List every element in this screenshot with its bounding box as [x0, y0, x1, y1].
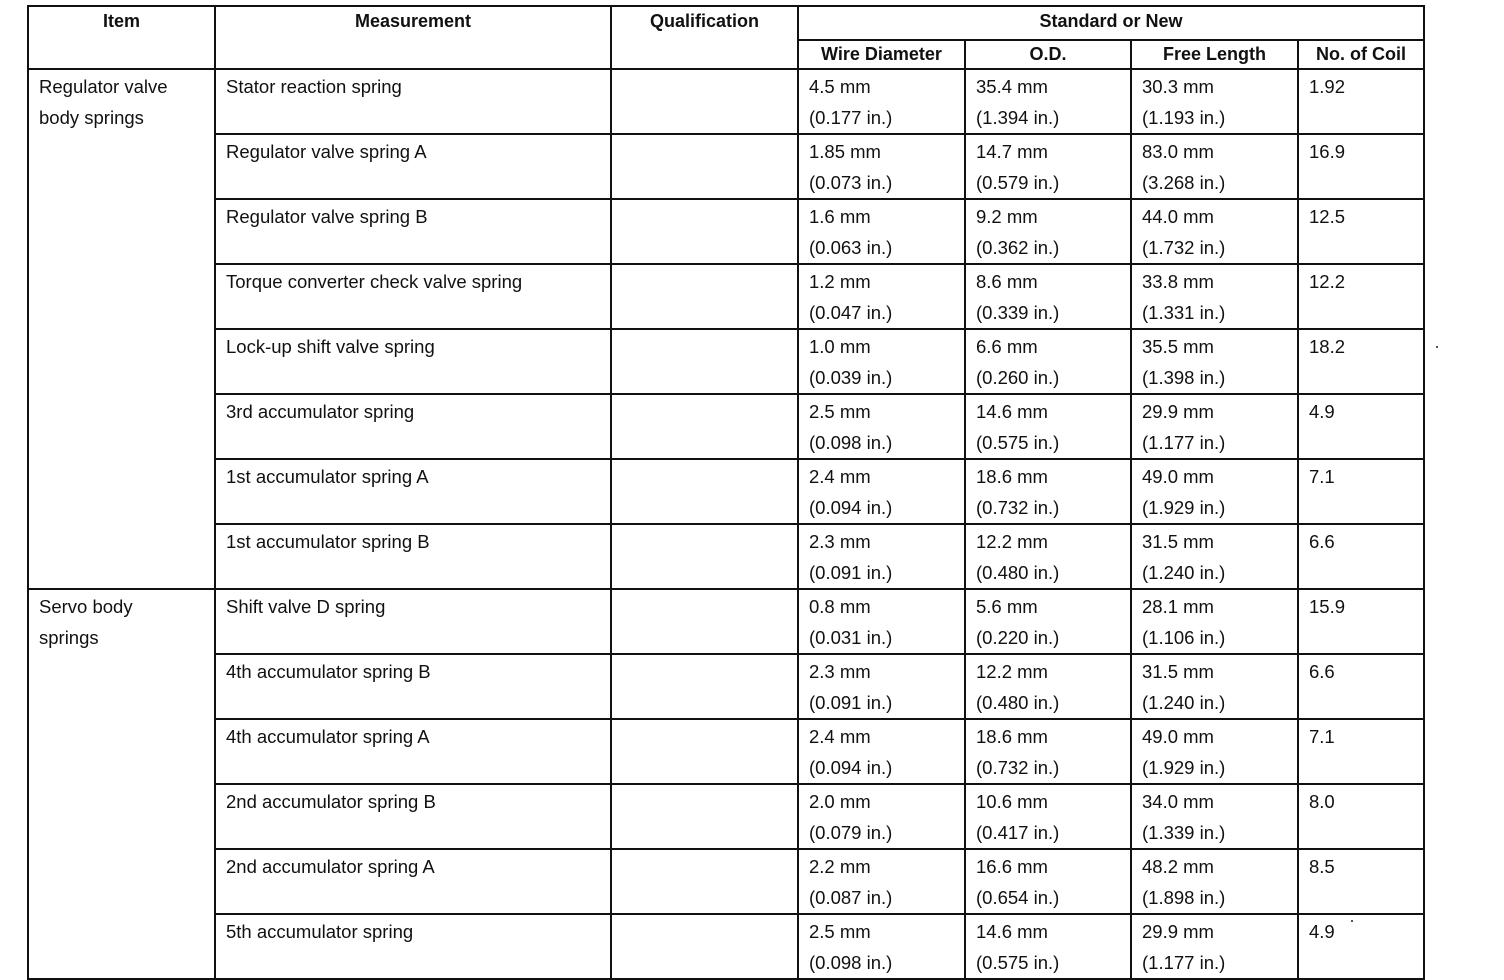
value-inch: (0.098 in.) [809, 432, 893, 453]
wire-diameter-cell [798, 264, 965, 329]
qualification-cell [611, 914, 798, 979]
free-length-cell [1131, 459, 1298, 524]
value-mm: 31.5 mm [1142, 531, 1214, 552]
value-mm: 1.85 mm [809, 141, 881, 162]
value-mm: 35.5 mm [1142, 336, 1214, 357]
qualification-cell [611, 329, 798, 394]
wire-diameter-cell [798, 134, 965, 199]
value-mm: 2.5 mm [809, 921, 871, 942]
measurement-label: Stator reaction spring [226, 76, 402, 97]
value-inch: (0.039 in.) [809, 367, 893, 388]
od-cell [965, 914, 1131, 979]
measurement-label: Lock-up shift valve spring [226, 336, 435, 357]
value-mm: 49.0 mm [1142, 726, 1214, 747]
coil-count: 4.9 [1309, 921, 1335, 942]
coil-count-cell [1298, 264, 1424, 329]
coil-count-cell [1298, 459, 1424, 524]
coil-count: 12.2 [1309, 271, 1346, 292]
value-inch: (0.480 in.) [976, 692, 1060, 713]
coil-count-cell [1298, 394, 1424, 459]
item-cell [28, 589, 215, 979]
measurement-cell [215, 784, 611, 849]
coil-count-cell [1298, 719, 1424, 784]
wire-diameter-cell [798, 394, 965, 459]
wire-diameter-cell [798, 69, 965, 134]
value-inch: (0.732 in.) [976, 757, 1060, 778]
value-inch: (0.098 in.) [809, 952, 893, 973]
qualification-cell [611, 589, 798, 654]
free-length-cell [1131, 134, 1298, 199]
qualification-cell [611, 524, 798, 589]
qualification-cell [611, 134, 798, 199]
value-mm: 10.6 mm [976, 791, 1048, 812]
value-inch: (0.480 in.) [976, 562, 1060, 583]
measurement-cell [215, 524, 611, 589]
free-length-cell [1131, 524, 1298, 589]
item-label-line: body springs [39, 107, 144, 128]
free-length-cell [1131, 264, 1298, 329]
value-mm: 8.6 mm [976, 271, 1038, 292]
value-mm: 1.6 mm [809, 206, 871, 227]
measurement-label: Shift valve D spring [226, 596, 386, 617]
value-mm: 4.5 mm [809, 76, 871, 97]
scan-speck [1436, 346, 1438, 348]
value-mm: 12.2 mm [976, 661, 1048, 682]
qualification-cell [611, 264, 798, 329]
value-inch: (0.091 in.) [809, 562, 893, 583]
od-cell [965, 134, 1131, 199]
wire-diameter-cell [798, 784, 965, 849]
free-length-cell [1131, 394, 1298, 459]
measurement-cell [215, 69, 611, 134]
coil-count: 18.2 [1309, 336, 1346, 357]
value-mm: 2.4 mm [809, 466, 871, 487]
measurement-cell [215, 654, 611, 719]
measurement-cell [215, 329, 611, 394]
value-mm: 14.6 mm [976, 921, 1048, 942]
value-inch: (1.177 in.) [1142, 432, 1226, 453]
table-row [28, 589, 1424, 654]
header-od: O.D. [965, 40, 1131, 69]
od-cell [965, 784, 1131, 849]
value-inch: (0.732 in.) [976, 497, 1060, 518]
item-cell [28, 69, 215, 589]
table-row [28, 784, 1424, 849]
measurement-label: 4th accumulator spring B [226, 661, 431, 682]
header-qualification: Qualification [611, 6, 798, 69]
value-mm: 48.2 mm [1142, 856, 1214, 877]
value-mm: 18.6 mm [976, 726, 1048, 747]
free-length-cell [1131, 849, 1298, 914]
table-row [28, 329, 1424, 394]
value-mm: 30.3 mm [1142, 76, 1214, 97]
od-cell [965, 199, 1131, 264]
value-inch: (1.898 in.) [1142, 887, 1226, 908]
table-body [28, 69, 1424, 979]
od-cell [965, 459, 1131, 524]
value-mm: 29.9 mm [1142, 401, 1214, 422]
item-label-line: Regulator valve [39, 76, 168, 97]
measurement-cell [215, 199, 611, 264]
value-inch: (0.575 in.) [976, 952, 1060, 973]
measurement-cell [215, 849, 611, 914]
value-inch: (1.106 in.) [1142, 627, 1226, 648]
spring-spec-table [27, 5, 1425, 980]
qualification-cell [611, 719, 798, 784]
value-inch: (0.087 in.) [809, 887, 893, 908]
value-inch: (3.268 in.) [1142, 172, 1226, 193]
wire-diameter-cell [798, 654, 965, 719]
table-row [28, 914, 1424, 979]
value-inch: (0.220 in.) [976, 627, 1060, 648]
value-mm: 44.0 mm [1142, 206, 1214, 227]
coil-count-cell [1298, 849, 1424, 914]
coil-count-cell [1298, 654, 1424, 719]
table-row [28, 199, 1424, 264]
coil-count-cell [1298, 589, 1424, 654]
value-inch: (0.654 in.) [976, 887, 1060, 908]
value-mm: 16.6 mm [976, 856, 1048, 877]
coil-count-cell [1298, 524, 1424, 589]
value-mm: 2.4 mm [809, 726, 871, 747]
wire-diameter-cell [798, 914, 965, 979]
value-inch: (0.047 in.) [809, 302, 893, 323]
od-cell [965, 264, 1131, 329]
coil-count: 8.5 [1309, 856, 1335, 877]
value-inch: (1.929 in.) [1142, 757, 1226, 778]
coil-count-cell [1298, 329, 1424, 394]
measurement-label: 3rd accumulator spring [226, 401, 415, 422]
qualification-cell [611, 654, 798, 719]
free-length-cell [1131, 719, 1298, 784]
value-mm: 49.0 mm [1142, 466, 1214, 487]
value-mm: 2.3 mm [809, 661, 871, 682]
measurement-label: 2nd accumulator spring B [226, 791, 436, 812]
table-row [28, 264, 1424, 329]
measurement-label: Regulator valve spring B [226, 206, 428, 227]
coil-count: 1.92 [1309, 76, 1346, 97]
value-mm: 14.6 mm [976, 401, 1048, 422]
value-inch: (0.079 in.) [809, 822, 893, 843]
measurement-label: Torque converter check valve spring [226, 271, 523, 292]
od-cell [965, 654, 1131, 719]
coil-count-cell [1298, 914, 1424, 979]
free-length-cell [1131, 329, 1298, 394]
value-mm: 5.6 mm [976, 596, 1038, 617]
header-no-of-coil: No. of Coil [1298, 40, 1424, 69]
value-mm: 1.0 mm [809, 336, 871, 357]
table-row [28, 849, 1424, 914]
coil-count-cell [1298, 134, 1424, 199]
coil-count: 7.1 [1309, 726, 1335, 747]
measurement-cell [215, 719, 611, 784]
qualification-cell [611, 199, 798, 264]
header-item: Item [28, 6, 215, 69]
header-wire-diameter: Wire Diameter [798, 40, 965, 69]
value-inch: (0.091 in.) [809, 692, 893, 713]
value-inch: (0.260 in.) [976, 367, 1060, 388]
measurement-cell [215, 134, 611, 199]
value-inch: (1.240 in.) [1142, 692, 1226, 713]
table-row [28, 459, 1424, 524]
value-mm: 35.4 mm [976, 76, 1048, 97]
od-cell [965, 849, 1131, 914]
value-inch: (1.240 in.) [1142, 562, 1226, 583]
od-cell [965, 394, 1131, 459]
value-inch: (0.339 in.) [976, 302, 1060, 323]
value-inch: (1.339 in.) [1142, 822, 1226, 843]
value-inch: (0.362 in.) [976, 237, 1060, 258]
value-mm: 9.2 mm [976, 206, 1038, 227]
table-row [28, 134, 1424, 199]
header-measurement: Measurement [215, 6, 611, 69]
table-header [28, 6, 1424, 69]
free-length-cell [1131, 784, 1298, 849]
measurement-label: Regulator valve spring A [226, 141, 427, 162]
header-standard-or-new: Standard or New [798, 6, 1424, 40]
header-free-length: Free Length [1131, 40, 1298, 69]
wire-diameter-cell [798, 199, 965, 264]
measurement-cell [215, 264, 611, 329]
qualification-cell [611, 849, 798, 914]
wire-diameter-cell [798, 329, 965, 394]
value-mm: 2.2 mm [809, 856, 871, 877]
coil-count-cell [1298, 199, 1424, 264]
coil-count: 12.5 [1309, 206, 1346, 227]
value-inch: (0.094 in.) [809, 497, 893, 518]
wire-diameter-cell [798, 524, 965, 589]
free-length-cell [1131, 69, 1298, 134]
od-cell [965, 329, 1131, 394]
od-cell [965, 589, 1131, 654]
value-inch: (1.177 in.) [1142, 952, 1226, 973]
coil-count-cell [1298, 784, 1424, 849]
value-mm: 18.6 mm [976, 466, 1048, 487]
free-length-cell [1131, 914, 1298, 979]
value-inch: (1.929 in.) [1142, 497, 1226, 518]
value-inch: (1.732 in.) [1142, 237, 1226, 258]
od-cell [965, 69, 1131, 134]
qualification-cell [611, 459, 798, 524]
wire-diameter-cell [798, 589, 965, 654]
qualification-cell [611, 784, 798, 849]
free-length-cell [1131, 199, 1298, 264]
wire-diameter-cell [798, 719, 965, 784]
scan-speck [1351, 920, 1353, 922]
value-mm: 0.8 mm [809, 596, 871, 617]
value-mm: 2.5 mm [809, 401, 871, 422]
value-inch: (1.398 in.) [1142, 367, 1226, 388]
value-inch: (1.331 in.) [1142, 302, 1226, 323]
coil-count: 6.6 [1309, 661, 1335, 682]
coil-count: 16.9 [1309, 141, 1346, 162]
value-inch: (0.063 in.) [809, 237, 893, 258]
wire-diameter-cell [798, 849, 965, 914]
value-mm: 29.9 mm [1142, 921, 1214, 942]
value-inch: (1.394 in.) [976, 107, 1060, 128]
measurement-cell [215, 589, 611, 654]
measurement-label: 5th accumulator spring [226, 921, 414, 942]
measurement-label: 1st accumulator spring B [226, 531, 430, 552]
value-mm: 1.2 mm [809, 271, 871, 292]
coil-count: 6.6 [1309, 531, 1335, 552]
table-row [28, 654, 1424, 719]
value-mm: 14.7 mm [976, 141, 1048, 162]
value-inch: (0.177 in.) [809, 107, 893, 128]
od-cell [965, 524, 1131, 589]
qualification-cell [611, 394, 798, 459]
measurement-label: 2nd accumulator spring A [226, 856, 435, 877]
value-mm: 12.2 mm [976, 531, 1048, 552]
table-row [28, 69, 1424, 134]
value-mm: 2.0 mm [809, 791, 871, 812]
value-mm: 28.1 mm [1142, 596, 1214, 617]
coil-count-cell [1298, 69, 1424, 134]
measurement-cell [215, 914, 611, 979]
value-mm: 33.8 mm [1142, 271, 1214, 292]
table-row [28, 524, 1424, 589]
value-inch: (0.417 in.) [976, 822, 1060, 843]
od-cell [965, 719, 1131, 784]
coil-count: 15.9 [1309, 596, 1346, 617]
free-length-cell [1131, 654, 1298, 719]
coil-count: 8.0 [1309, 791, 1335, 812]
value-mm: 83.0 mm [1142, 141, 1214, 162]
value-inch: (1.193 in.) [1142, 107, 1226, 128]
value-inch: (0.579 in.) [976, 172, 1060, 193]
value-mm: 6.6 mm [976, 336, 1038, 357]
table-row [28, 719, 1424, 784]
item-label-line: springs [39, 627, 99, 648]
wire-diameter-cell [798, 459, 965, 524]
value-inch: (0.094 in.) [809, 757, 893, 778]
coil-count: 4.9 [1309, 401, 1335, 422]
measurement-cell [215, 394, 611, 459]
value-inch: (0.031 in.) [809, 627, 893, 648]
value-mm: 34.0 mm [1142, 791, 1214, 812]
value-mm: 31.5 mm [1142, 661, 1214, 682]
value-inch: (0.073 in.) [809, 172, 893, 193]
measurement-label: 4th accumulator spring A [226, 726, 430, 747]
table-row [28, 394, 1424, 459]
measurement-cell [215, 459, 611, 524]
qualification-cell [611, 69, 798, 134]
value-inch: (0.575 in.) [976, 432, 1060, 453]
free-length-cell [1131, 589, 1298, 654]
item-label-line: Servo body [39, 596, 133, 617]
coil-count: 7.1 [1309, 466, 1335, 487]
measurement-label: 1st accumulator spring A [226, 466, 429, 487]
value-mm: 2.3 mm [809, 531, 871, 552]
